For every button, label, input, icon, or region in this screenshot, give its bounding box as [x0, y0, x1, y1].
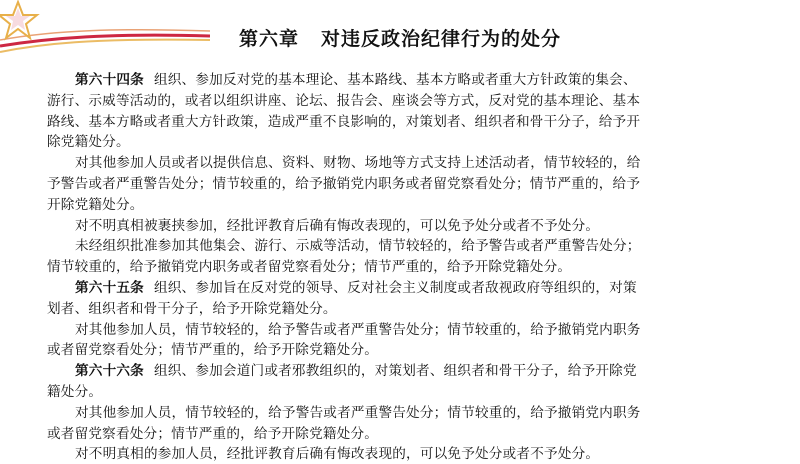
paragraph-line — [47, 112, 640, 132]
article-line — [75, 70, 637, 90]
page-title — [0, 24, 800, 51]
line-text: 开除党籍处分。 — [47, 196, 144, 213]
line-text: 组织、参加会道门或者邪教组织的，对策划者、组织者和骨干分子，给予开除党 — [153, 363, 637, 380]
line-text: 除党籍处分。 — [47, 134, 130, 151]
chapter-number: 第六章 — [238, 28, 299, 50]
paragraph-line — [47, 91, 640, 111]
paragraph-line — [75, 153, 641, 173]
article-number: 第六十四条 — [75, 72, 144, 88]
paragraph-line — [75, 320, 641, 340]
paragraph-line — [47, 340, 378, 360]
paragraph-line — [75, 216, 599, 236]
line-text: 组织、参加反对党的基本理论、基本路线、基本方略或者重大方针政策的集会、 — [153, 72, 637, 88]
paragraph-line — [47, 132, 130, 152]
line-text: 游行、示威等活动的，或者以组织讲座、论坛、报告会、座谈会等方式，反对党的基本理论、基本 — [47, 92, 641, 109]
line-text: 路线、基本方略或者重大方针政策，造成严重不良影响的，对策划者、组织者和骨干分子，给予开 — [47, 113, 641, 130]
line-text: 对其他参加人员或者以提供信息、资料、财物、场地等方式支持上述活动者，情节较轻的，给 — [75, 155, 641, 172]
line-text: 划者、组织者和骨干分子，给予开除党籍处分。 — [47, 300, 337, 317]
paragraph-line — [47, 382, 102, 402]
article-line — [75, 361, 637, 381]
line-text: 对不明真相被裹挟参加，经批评教育后确有悔改表现的，可以免予处分或者不予处分。 — [75, 217, 600, 234]
chapter-title: 对违反政治纪律行为的处分 — [321, 28, 562, 50]
paragraph-line — [75, 444, 599, 464]
paragraph-line — [75, 236, 641, 256]
line-text: 情节较重的，给予撤销党内职务或者留党察看处分；情节严重的，给予开除党籍处分。 — [47, 259, 572, 276]
paragraph-line — [47, 195, 144, 215]
line-text: 对其他参加人员，情节较轻的，给予警告或者严重警告处分；情节较重的，给予撤销党内职务 — [75, 404, 641, 421]
paragraph-line — [47, 174, 640, 194]
line-text: 对其他参加人员，情节较轻的，给予警告或者严重警告处分；情节较重的，给予撤销党内职务 — [75, 321, 641, 338]
line-text: 或者留党察看处分；情节严重的，给予开除党籍处分。 — [47, 342, 379, 359]
line-text: 予警告或者严重警告处分；情节较重的，给予撤销党内职务或者留党察看处分；情节严重的，给予 — [47, 176, 641, 192]
line-text: 或者留党察看处分；情节严重的，给予开除党籍处分。 — [47, 425, 379, 442]
article-number: 第六十六条 — [75, 363, 144, 380]
line-text: 组织、参加旨在反对党的领导、反对社会主义制度或者敌视政府等组织的，对策 — [153, 280, 637, 296]
line-text: 对不明真相的参加人员，经批评教育后确有悔改表现的，可以免予处分或者不予处分。 — [75, 446, 600, 463]
paragraph-line — [47, 424, 378, 444]
article-number: 第六十五条 — [75, 280, 144, 296]
line-text: 未经组织批准参加其他集会、游行、示威等活动，情节较轻的，给予警告或者严重警告处分； — [75, 238, 641, 255]
paragraph-line — [47, 299, 337, 319]
line-text: 籍处分。 — [47, 384, 103, 400]
paragraph-line — [75, 403, 641, 423]
paragraph-line — [47, 257, 571, 277]
article-line — [75, 278, 637, 298]
